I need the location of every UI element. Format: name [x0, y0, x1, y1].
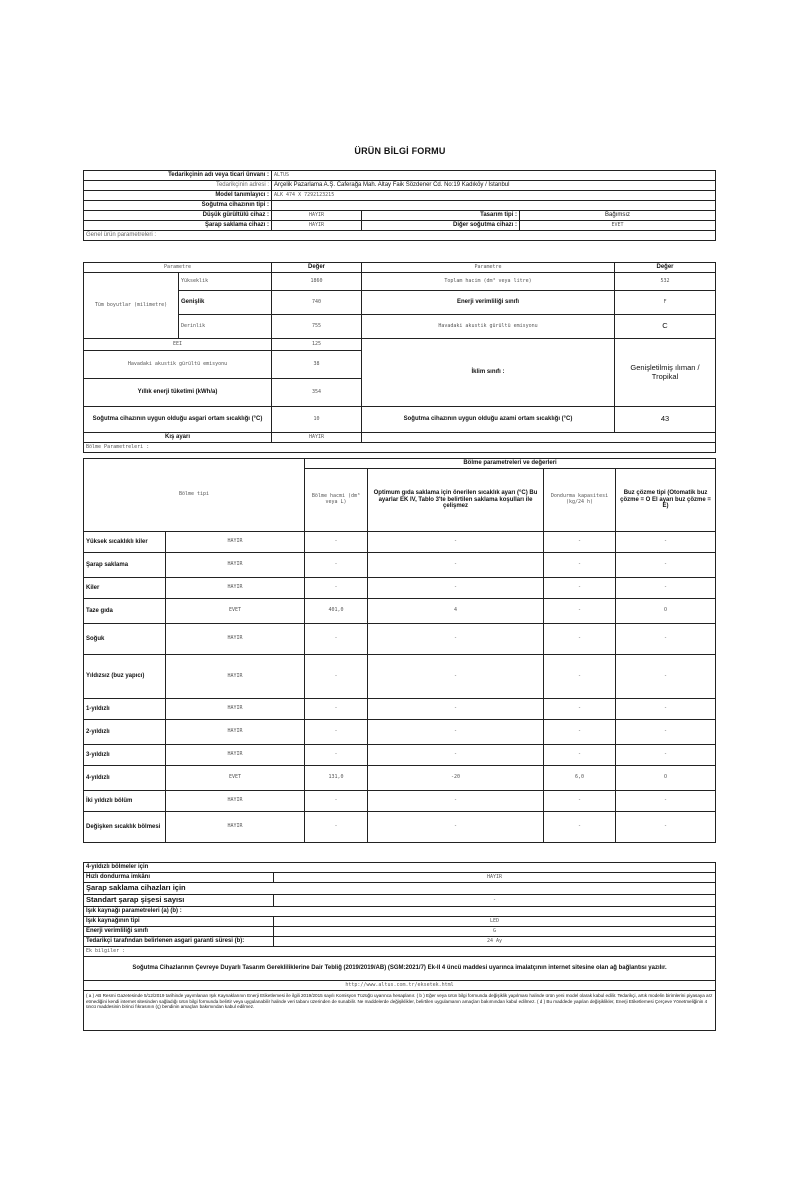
compartment-defrost: - [616, 578, 716, 599]
fast-freeze-label: Hızlı dondurma imkânı [84, 873, 274, 883]
compartment-defrost: - [616, 699, 716, 720]
compartment-volume: - [305, 812, 368, 843]
compartment-defrost: - [616, 720, 716, 745]
compartment-freeze: - [544, 720, 616, 745]
compartment-defrost: - [616, 791, 716, 812]
col-defrost-header: Buz çözme tipi (Otomatik buz çözme = O El ayarı buz çözme = E) [616, 469, 716, 532]
compartment-present: HAYIR [166, 699, 305, 720]
compartment-present: HAYIR [166, 578, 305, 599]
eei-value: 125 [272, 339, 362, 351]
compartment-volume: - [305, 745, 368, 766]
wine-device-value: HAYIR [272, 221, 362, 231]
compartment-temp: - [368, 553, 544, 578]
table-row [84, 655, 716, 699]
website-link[interactable]: http://www.altus.com.tr/eksetek.html [84, 981, 716, 991]
light-class-label: Enerji verimliliği sınıfı [84, 927, 274, 937]
compartment-volume: - [305, 699, 368, 720]
extra-info-table [83, 862, 716, 1031]
warranty-value: 24 Ay [274, 937, 716, 947]
compartment-freeze: - [544, 599, 616, 624]
compartment-volume: - [305, 578, 368, 599]
compartment-name: Taze gıda [84, 599, 166, 624]
col-freeze-header: Dondurma kapasitesi (kg/24 h) [544, 469, 616, 532]
light-class-value: G [274, 927, 716, 937]
eei-label: EEI [84, 339, 272, 351]
compartment-volume: - [305, 655, 368, 699]
min-temp-label: Soğutma cihazının uygun olduğu asgari ortam sıcaklığı (°C) [84, 407, 272, 433]
other-device-value: EVET [520, 221, 716, 231]
compartment-freeze: - [544, 532, 616, 553]
low-noise-value: HAYIR [272, 211, 362, 221]
table-row [84, 745, 716, 766]
table-row [84, 532, 716, 553]
compartment-defrost: O [616, 766, 716, 791]
fast-freeze-value: HAYIR [274, 873, 716, 883]
extra-info-header: Ek bilgiler : [84, 947, 716, 957]
compartment-volume: - [305, 791, 368, 812]
compartment-present: HAYIR [166, 720, 305, 745]
compartment-name: 2-yıldızlı [84, 720, 166, 745]
supplier-name-label: Tedarikçinin adı veya ticari ünvanı : [84, 171, 272, 181]
climate-class-value: Genişletilmiş ılıman / Tropikal [615, 339, 716, 407]
col-volume-header: Bölme hacmi (dm³ veya L) [305, 469, 368, 532]
param-header-right: Parametre [362, 263, 615, 273]
compartment-defrost: - [616, 655, 716, 699]
compartment-name: Yıldızsız (buz yapıcı) [84, 655, 166, 699]
compartment-type-header: Bölme tipi [84, 459, 305, 532]
compartment-defrost: O [616, 599, 716, 624]
min-temp-value: 10 [272, 407, 362, 433]
compartment-name: Soğuk [84, 624, 166, 655]
compartment-volume: 131,0 [305, 766, 368, 791]
compartment-name: Şarap saklama [84, 553, 166, 578]
height-value: 1860 [272, 273, 362, 291]
compartment-present: EVET [166, 599, 305, 624]
winter-setting-value: HAYIR [272, 433, 362, 443]
regulation-text: Soğutma Cihazlarının Çevreye Duyarlı Tasarım Gerekliliklerine Dair Tebliğ (2019/2019/AB) (SGM:2021/7) Ek-II 4 üncü maddesi uyarınca imalatçının internet sitesine olan ağ bağlantısı yazılır. [84, 957, 716, 981]
value-header-right: Değer [615, 263, 716, 273]
compartment-present: HAYIR [166, 745, 305, 766]
compartment-name: Değişken sıcaklık bölmesi [84, 812, 166, 843]
compartment-volume: - [305, 720, 368, 745]
compartment-temp: -20 [368, 766, 544, 791]
compartment-name: 3-yıldızlı [84, 745, 166, 766]
supplier-table [83, 170, 716, 241]
light-type-label: Işık kaynağının tipi [84, 917, 274, 927]
compartment-freeze: - [544, 699, 616, 720]
model-label: Model tanımlayıcı : [84, 191, 272, 201]
compartment-present: HAYIR [166, 655, 305, 699]
other-device-label: Diğer soğutma cihazı : [362, 221, 520, 231]
table-row [84, 699, 716, 720]
table-row [84, 578, 716, 599]
climate-class-label: İklim sınıfı : [362, 339, 615, 407]
compartment-temp: - [368, 791, 544, 812]
device-type-value [272, 201, 716, 211]
table-row [84, 720, 716, 745]
table-row [84, 766, 716, 791]
max-temp-label: Soğutma cihazının uygun olduğu azami ortam sıcaklığı (°C) [362, 407, 615, 433]
noise-class-value: C [615, 315, 716, 339]
compartment-freeze: - [544, 791, 616, 812]
compartment-group-header: Bölme parametreleri ve değerleri [305, 459, 716, 469]
supplier-address-label: Tedarikçinin adresi : [84, 181, 272, 191]
compartment-table [83, 458, 716, 843]
light-type-value: LED [274, 917, 716, 927]
value-header-left: Değer [272, 263, 362, 273]
volume-value: 532 [615, 273, 716, 291]
compartment-present: EVET [166, 766, 305, 791]
table-row [84, 599, 716, 624]
compartment-present: HAYIR [166, 624, 305, 655]
compartment-temp: 4 [368, 599, 544, 624]
compartment-volume: - [305, 553, 368, 578]
wine-header: Şarap saklama cihazları için [84, 883, 716, 895]
compartment-present: HAYIR [166, 553, 305, 578]
warranty-label: Tedarikçi tarafından belirlenen asgari garanti süresi (b): [84, 937, 274, 947]
design-type-label: Tasarım tipi : [362, 211, 520, 221]
compartment-freeze: - [544, 578, 616, 599]
general-params-header: Genel ürün parametreleri : [84, 231, 716, 241]
compartment-defrost: - [616, 532, 716, 553]
device-type-label: Soğutma cihazının tipi : [84, 201, 272, 211]
width-value: 740 [272, 291, 362, 315]
compartment-freeze: - [544, 655, 616, 699]
light-header: Işık kaynağı parametreleri (a) (b) : [84, 907, 716, 917]
table-row [84, 812, 716, 843]
depth-label: Derinlik [179, 315, 272, 339]
compartment-temp: - [368, 699, 544, 720]
compartment-rows [84, 532, 716, 843]
table-row [84, 553, 716, 578]
col-temp-header: Optimum gıda saklama için önerilen sıcaklık ayarı (°C) Bu ayarlar EK IV, Tablo 3'te belirtilen saklama koşulları ile çelişmez [368, 469, 544, 532]
compartment-freeze: - [544, 624, 616, 655]
form-title: ÜRÜN BİLGİ FORMU [354, 146, 446, 156]
general-params-table [83, 262, 716, 453]
compartment-name: 1-yıldızlı [84, 699, 166, 720]
compartment-name: 4-yıldızlı [84, 766, 166, 791]
compartment-freeze: - [544, 812, 616, 843]
energy-class-value: F [615, 291, 716, 315]
compartment-freeze: - [544, 553, 616, 578]
compartment-volume: - [305, 624, 368, 655]
noise-emission-label: Havadaki akustik gürültü emisyonu [84, 351, 272, 379]
compartment-temp: - [368, 532, 544, 553]
compartment-defrost: - [616, 745, 716, 766]
table-row [84, 624, 716, 655]
energy-class-label: Enerji verimliliği sınıfı [362, 291, 615, 315]
annual-energy-label: Yıllık enerji tüketimi (kWh/a) [84, 379, 272, 407]
compartment-name: İki yıldızlı bölüm [84, 791, 166, 812]
model-value: ALK 474 X 7292123215 [272, 191, 716, 201]
compartment-temp: - [368, 812, 544, 843]
depth-value: 755 [272, 315, 362, 339]
volume-label: Toplam hacim (dm³ veya litre) [362, 273, 615, 291]
compartment-present: HAYIR [166, 791, 305, 812]
compartment-volume: 401,0 [305, 599, 368, 624]
height-label: Yükseklik [179, 273, 272, 291]
annual-energy-value: 354 [272, 379, 362, 407]
winter-setting-label: Kış ayarı [84, 433, 272, 443]
winter-setting-empty [362, 433, 716, 443]
compartment-defrost: - [616, 553, 716, 578]
wine-bottles-label: Standart şarap şişesi sayısı [84, 895, 274, 907]
compartment-volume: - [305, 532, 368, 553]
wine-bottles-value: - [274, 895, 716, 907]
compartment-temp: - [368, 720, 544, 745]
compartment-present: HAYIR [166, 812, 305, 843]
compartment-defrost: - [616, 624, 716, 655]
compartment-temp: - [368, 578, 544, 599]
design-type-value: Bağımsız [520, 211, 716, 221]
compartment-temp: - [368, 745, 544, 766]
supplier-address-value: Arçelik Pazarlama A.Ş. Caferağa Mah. Altay Faik Sözdener Cd. No:19 Kadıköy / İstanbul [272, 181, 716, 191]
footnote: ( a ) AB Resmi Gazetesinde 5/12/2019 tarihinde yayımlanan Işık Kaynaklarının Enerji Etiketlemesi ile ilgili 2019/2015 sayılı Komisyon Tüzüğü uyarınca hesaplanır. ( b ) Eğer veya ürün bilgi formunda değişiklik yapılması halinde ürün yeni model olarak kabul edilir. Tedarikçi, artık modelin birimlerini piyasaya arz etmediğini kendi internet sitesinden sağladığı ürün bilgi formunda belirtir veya uygulanabilir halinde veri tabanı üzerinden de sunabilir. Ne maddelerde değişiklikler, belirtilen uygulamanın amaçları bakımından kabul edilmez. ( d ) Bu maddede yapılan değişiklikler, Enerji Etiketlemesi Çerçeve Yönetmeliğinin 4 üncü maddesinin birinci fıkrasının (ç) bendinin amaçları bakımından kabul edilmez. [84, 991, 716, 1031]
dimensions-label: Tüm boyutlar (milimetre) [84, 273, 179, 339]
compartment-params-header: Bölme Parametreleri : [84, 443, 716, 453]
compartment-temp: - [368, 655, 544, 699]
compartment-name: Yüksek sıcaklıklı kiler [84, 532, 166, 553]
wine-device-label: Şarap saklama cihazı : [84, 221, 272, 231]
low-noise-label: Düşük gürültülü cihaz : [84, 211, 272, 221]
noise-class-label: Havadaki akustik gürültü emisyonu [362, 315, 615, 339]
table-row [84, 791, 716, 812]
compartment-name: Kiler [84, 578, 166, 599]
compartment-defrost: - [616, 812, 716, 843]
compartment-freeze: - [544, 745, 616, 766]
noise-emission-value: 38 [272, 351, 362, 379]
supplier-name-value: ALTUS [272, 171, 716, 181]
width-label: Genişlik [179, 291, 272, 315]
four-star-header: 4-yıldızlı bölmeler için [84, 863, 716, 873]
compartment-temp: - [368, 624, 544, 655]
compartment-present: HAYIR [166, 532, 305, 553]
max-temp-value: 43 [615, 407, 716, 433]
compartment-freeze: 6,0 [544, 766, 616, 791]
param-header-left: Parametre [84, 263, 272, 273]
